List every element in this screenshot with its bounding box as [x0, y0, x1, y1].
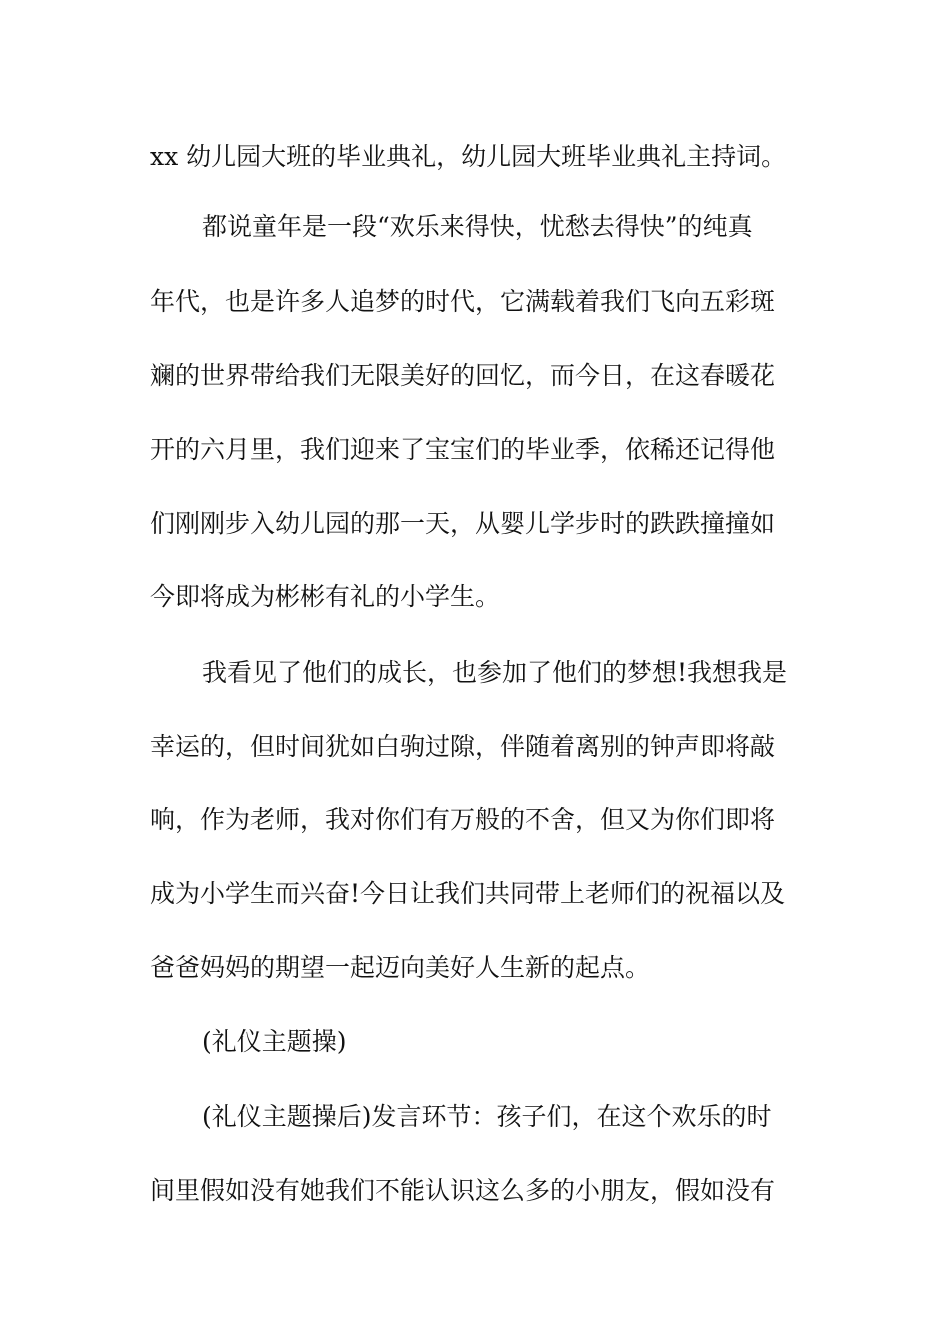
text-line-1: xx 幼儿园大班的毕业典礼，幼儿园大班毕业典礼主持词。	[150, 142, 787, 171]
text-line-4: 斓的世界带给我们无限美好的回忆，而今日，在这春暖花	[150, 361, 776, 390]
text-line-3: 年代，也是许多人追梦的时代，它满载着我们飞向五彩斑	[150, 287, 776, 316]
text-line-8: 我看见了他们的成长，也参加了他们的梦想!我想我是	[202, 658, 788, 687]
text-line-13: (礼仪主题操)	[202, 1027, 347, 1056]
text-line-15: 间里假如没有她我们不能认识这么多的小朋友，假如没有	[150, 1176, 776, 1205]
text-line-14: (礼仪主题操后)发言环节：孩子们，在这个欢乐的时	[202, 1102, 772, 1131]
text-line-12: 爸爸妈妈的期望一起迈向美好人生新的起点。	[150, 953, 651, 982]
text-line-9: 幸运的，但时间犹如白驹过隙，伴随着离别的钟声即将敲	[150, 732, 776, 761]
text-line-5: 开的六月里，我们迎来了宝宝们的毕业季，依稀还记得他	[150, 435, 776, 464]
text-line-7: 今即将成为彬彬有礼的小学生。	[150, 582, 501, 611]
text-line-10: 响，作为老师，我对你们有万般的不舍，但又为你们即将	[150, 805, 776, 834]
text-line-11: 成为小学生而兴奋!今日让我们共同带上老师们的祝福以及	[150, 879, 786, 908]
text-line-6: 们刚刚步入幼儿园的那一天，从婴儿学步时的跌跌撞撞如	[150, 509, 776, 538]
text-line-2: 都说童年是一段“欢乐来得快，忧愁去得快”的纯真	[202, 212, 753, 241]
